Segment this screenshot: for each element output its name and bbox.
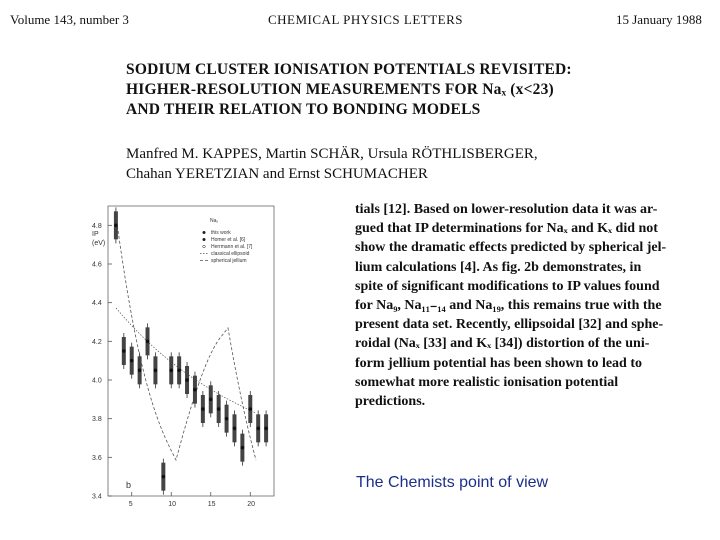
journal-volume: Volume 143, number 3	[10, 12, 129, 27]
legend-marker	[203, 245, 206, 248]
legend-marker	[203, 231, 206, 234]
y-tick-label: 4.8	[92, 222, 102, 230]
legend-item: classical ellipsoid	[211, 251, 250, 257]
y-axis-unit: (eV)	[92, 240, 106, 247]
data-point	[248, 407, 252, 411]
y-tick-label: 4.4	[92, 300, 102, 308]
legend-marker	[203, 238, 206, 241]
body-line: tials [12]. Based on lower-resolution data it was ar-	[355, 202, 658, 217]
data-point	[114, 224, 118, 228]
authors-line: Chahan YERETZIAN and Ernst SCHUMACHER	[126, 166, 428, 182]
journal-date: 15 January 1988	[616, 12, 702, 27]
slide-caption: The Chemists point of view	[356, 474, 549, 491]
data-point	[201, 407, 205, 411]
body-line: for Na₉, Na₁₁₋₁₄ and Na₁₉, this remains true with the	[355, 298, 662, 314]
data-point	[146, 340, 150, 344]
data-point	[225, 417, 229, 421]
data-point	[209, 398, 213, 402]
y-axis-label: IP	[92, 231, 99, 238]
journal-name: CHEMICAL PHYSICS LETTERS	[268, 12, 463, 27]
legend-item: this work	[211, 230, 231, 236]
data-point	[264, 427, 268, 431]
authors-line: Manfred M. KAPPES, Martin SCHÄR, Ursula RÖTHLISBERGER,	[126, 146, 538, 162]
title-line: SODIUM CLUSTER IONISATION POTENTIALS REVISITED:	[126, 61, 572, 78]
body-paragraph	[355, 200, 677, 411]
y-tick-label: 3.4	[92, 493, 102, 501]
title-line: AND THEIR RELATION TO BONDING MODELS	[126, 101, 481, 118]
data-point	[177, 369, 181, 373]
body-line: somewhat more realistic ionisation potential	[355, 374, 619, 390]
y-tick-label: 4.6	[92, 261, 102, 269]
body-line: show the dramatic effects predicted by spherical jel-	[355, 240, 667, 256]
data-point	[138, 369, 142, 373]
paper-authors	[126, 144, 538, 184]
x-tick-label: 10	[168, 501, 177, 508]
data-point	[256, 427, 260, 431]
body-line: lium calculations [4]. As fig. 2b demonstrates, in	[355, 259, 642, 275]
legend-item: Homer et al. [6]	[211, 237, 246, 243]
data-point	[154, 369, 158, 373]
body-line: spite of significant modifications to IP values found	[355, 278, 660, 294]
ip-scatter-chart	[90, 198, 280, 510]
data-point	[217, 407, 221, 411]
body-line: gued that IP determinations for Naₓ and Kₓ did not	[355, 221, 658, 237]
legend-item: spherical jellium	[211, 258, 247, 264]
y-tick-label: 3.6	[92, 454, 102, 462]
legend-title: Naₓ	[210, 218, 219, 224]
title-line: HIGHER-RESOLUTION MEASUREMENTS FOR Naₓ (x<23)	[126, 81, 554, 98]
data-point	[241, 446, 245, 450]
data-point	[162, 475, 166, 479]
body-line: roidal (Naₓ [33] and Kₓ [34]) distortion of the uni-	[355, 336, 650, 352]
paper-title	[126, 60, 572, 120]
panel-label: b	[126, 480, 132, 490]
x-tick-label: 20	[247, 501, 256, 508]
data-point	[185, 378, 189, 382]
body-line: predictions.	[355, 394, 426, 410]
body-line: present data set. Recently, ellipsoidal [32] and sphe-	[355, 317, 664, 333]
y-tick-label: 4.2	[92, 338, 102, 346]
x-tick-label: 15	[207, 501, 216, 508]
data-point	[193, 388, 197, 392]
data-point	[169, 369, 173, 373]
y-tick-label: 4.0	[92, 377, 102, 385]
figure-ionisation-potential	[90, 198, 280, 510]
data-point	[122, 349, 126, 353]
data-point	[130, 359, 134, 363]
y-tick-label: 3.8	[92, 416, 102, 424]
x-tick-label: 5	[128, 501, 133, 508]
data-point	[233, 427, 237, 431]
body-line: form jellium potential has been shown to lead to	[355, 355, 642, 371]
legend-item: Herrmann et al. [7]	[211, 244, 253, 250]
